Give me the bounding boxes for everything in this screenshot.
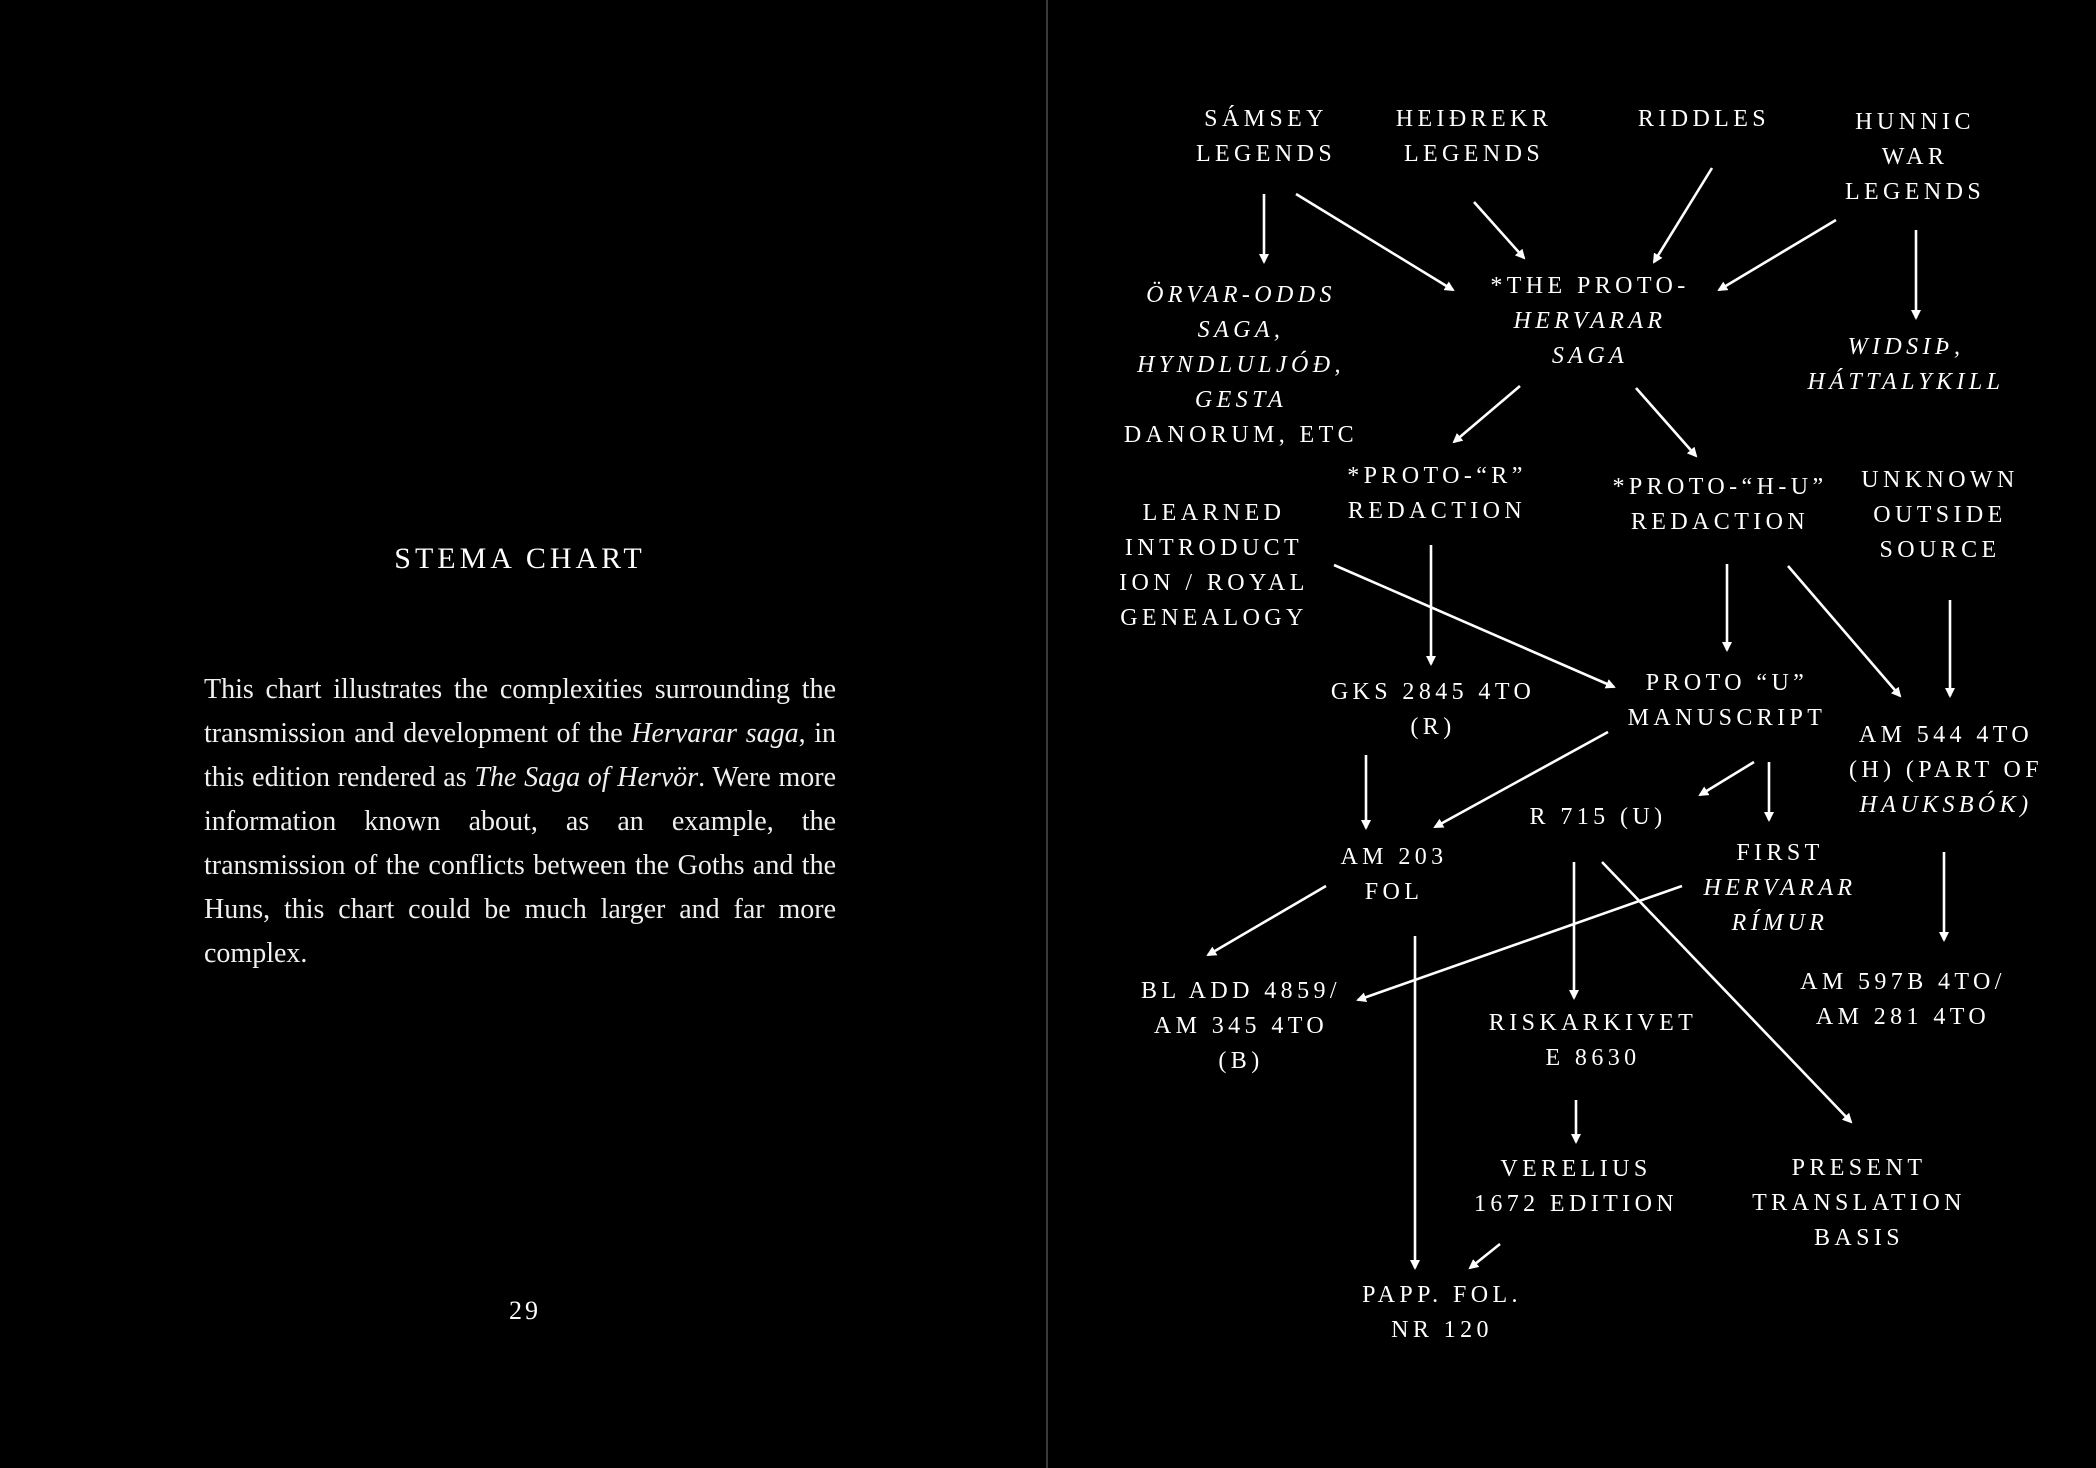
- node-papp: [1362, 1282, 1522, 1343]
- node-label-line: UNKNOWN: [1861, 467, 2019, 493]
- node-label-line: BASIS: [1813, 1225, 1905, 1251]
- node-label-line: RÍMUR: [1731, 910, 1829, 936]
- node-proto-u: [1628, 670, 1827, 731]
- node-verelius: [1474, 1156, 1678, 1217]
- node-label-line: HUNNIC: [1855, 109, 1975, 135]
- node-label-line: NR 120: [1391, 1317, 1493, 1343]
- node-label-line: WAR: [1881, 144, 1949, 170]
- node-label-line: GESTA: [1194, 387, 1288, 413]
- node-label-line: FOL: [1364, 879, 1424, 905]
- paragraph-text: . Were more information known about, as an example, the transmission of the conflicts between the Goths and the Huns, this chart could be much larger and far more complex.: [204, 762, 836, 969]
- node-bl: [1141, 978, 1341, 1074]
- node-label-line: SOURCE: [1879, 537, 2001, 563]
- node-riskarkivet: [1489, 1010, 1697, 1071]
- right-page: [1048, 0, 2096, 1468]
- node-label-line: AM 597B 4TO/: [1800, 969, 2006, 995]
- node-proto-r: [1347, 463, 1527, 524]
- arrow-verelius-to-papp: [1470, 1244, 1500, 1268]
- node-label-line: AM 203: [1340, 844, 1448, 870]
- stemma-diagram: [1048, 0, 2096, 1468]
- node-label-line: REDACTION: [1347, 498, 1527, 524]
- paragraph-text: This chart illustrates the complexities surrounding the transmission and development of the: [204, 674, 836, 749]
- node-label-line: (R): [1410, 714, 1456, 740]
- node-label-line: LEGENDS: [1195, 141, 1337, 167]
- node-label-line: HYNDLULJÓÐ,: [1137, 352, 1345, 378]
- node-label-line: PROTO “U”: [1645, 670, 1809, 696]
- arrow-proto-u-to-r715: [1700, 762, 1754, 795]
- node-learned: [1119, 500, 1309, 631]
- arrow-proto-to-proto-r: [1454, 386, 1520, 442]
- node-label-line: RIDDLES: [1637, 106, 1771, 132]
- node-label-line: REDACTION: [1630, 509, 1810, 535]
- node-proto-hu: [1613, 474, 1828, 535]
- nodes-layer: [1119, 106, 2043, 1343]
- node-label-line: PRESENT: [1791, 1155, 1927, 1181]
- arrow-proto-to-proto-hu: [1636, 388, 1696, 456]
- node-label-line: MANUSCRIPT: [1627, 705, 1827, 731]
- arrow-hunnic-to-proto: [1719, 220, 1836, 290]
- left-page: [0, 0, 1046, 1468]
- node-am544: [1849, 722, 2043, 818]
- node-label-line: E 8630: [1545, 1045, 1641, 1071]
- node-orvar: [1124, 282, 1358, 448]
- node-label-line: LEGENDS: [1844, 179, 1986, 205]
- node-label-line: HÁTTALYKILL: [1807, 369, 2005, 395]
- paragraph-text: , in this edition rendered as: [204, 718, 837, 793]
- arrow-riddles-to-proto: [1654, 168, 1712, 262]
- node-label-line: HERVARAR: [1703, 875, 1857, 901]
- node-label-line: (B): [1218, 1048, 1264, 1074]
- node-samsey: [1196, 106, 1336, 167]
- node-label-line: SAGA,: [1197, 317, 1285, 343]
- node-label-line: *THE PROTO-: [1490, 273, 1690, 299]
- node-label-line: TRANSLATION: [1752, 1190, 1966, 1216]
- node-label-line: SAGA: [1551, 343, 1629, 369]
- node-label-line: LEGENDS: [1403, 141, 1545, 167]
- node-label-line: 1672 EDITION: [1473, 1191, 1679, 1217]
- arrow-learned-to-proto-u: [1334, 565, 1614, 687]
- node-label-line: VERELIUS: [1500, 1156, 1652, 1182]
- arrow-samsey-to-proto: [1296, 194, 1453, 290]
- italic-title: The Saga of Hervör: [474, 762, 699, 793]
- chart-title: STEMA CHART: [394, 542, 646, 575]
- node-label-line: AM 544 4TO: [1858, 722, 2034, 748]
- node-label-line: BL ADD 4859/: [1141, 978, 1341, 1004]
- node-label-line: INTRODUCT: [1124, 535, 1304, 561]
- node-label-line: R 715 (U): [1529, 804, 1667, 830]
- node-label-line: SÁMSEY: [1204, 106, 1328, 132]
- node-am203: [1340, 844, 1447, 905]
- arrow-heidrekr-to-proto: [1474, 202, 1524, 258]
- node-first: [1703, 840, 1857, 936]
- node-label-line: LEARNED: [1142, 500, 1286, 526]
- node-present: [1752, 1155, 1966, 1251]
- node-hunnic: [1845, 109, 1985, 205]
- node-am597: [1800, 969, 2006, 1030]
- node-label-line: ION / ROYAL: [1119, 570, 1309, 596]
- node-heidrekr: [1396, 106, 1553, 167]
- node-label-line: DANORUM, ETC: [1123, 422, 1359, 448]
- italic-title: Hervarar saga: [631, 718, 799, 749]
- node-label-line: AM 281 4TO: [1815, 1004, 1991, 1030]
- node-label-line: RISKARKIVET: [1488, 1010, 1698, 1036]
- node-label-line: *PROTO-“R”: [1347, 463, 1527, 489]
- node-label-line: ÖRVAR-ODDS: [1146, 282, 1336, 308]
- node-label-line: *PROTO-“H-U”: [1612, 474, 1828, 500]
- node-gks: [1331, 679, 1535, 740]
- node-label-line: HEIÐREKR: [1395, 106, 1553, 132]
- node-label-line: FIRST: [1736, 840, 1824, 866]
- node-riddles: [1638, 106, 1770, 132]
- node-label-line: WIDSIÞ,: [1847, 334, 1965, 360]
- page-number: 29: [509, 1296, 541, 1325]
- node-label-line: HAUKSBÓK): [1859, 792, 2033, 818]
- node-r715: [1530, 804, 1667, 830]
- node-widsith: [1807, 334, 2005, 395]
- intro-paragraph: [204, 668, 836, 976]
- arrow-am203-to-bl: [1208, 886, 1326, 955]
- node-unknown: [1861, 467, 2018, 563]
- node-label-line: PAPP. FOL.: [1362, 1282, 1522, 1308]
- node-label-line: HERVARAR: [1513, 308, 1667, 334]
- node-label-line: AM 345 4TO: [1153, 1013, 1329, 1039]
- node-proto: [1490, 273, 1689, 369]
- node-label-line: (H) (PART OF: [1848, 757, 2044, 783]
- node-label-line: GKS 2845 4TO: [1330, 679, 1536, 705]
- node-label-line: GENEALOGY: [1120, 605, 1308, 631]
- node-label-line: OUTSIDE: [1873, 502, 2007, 528]
